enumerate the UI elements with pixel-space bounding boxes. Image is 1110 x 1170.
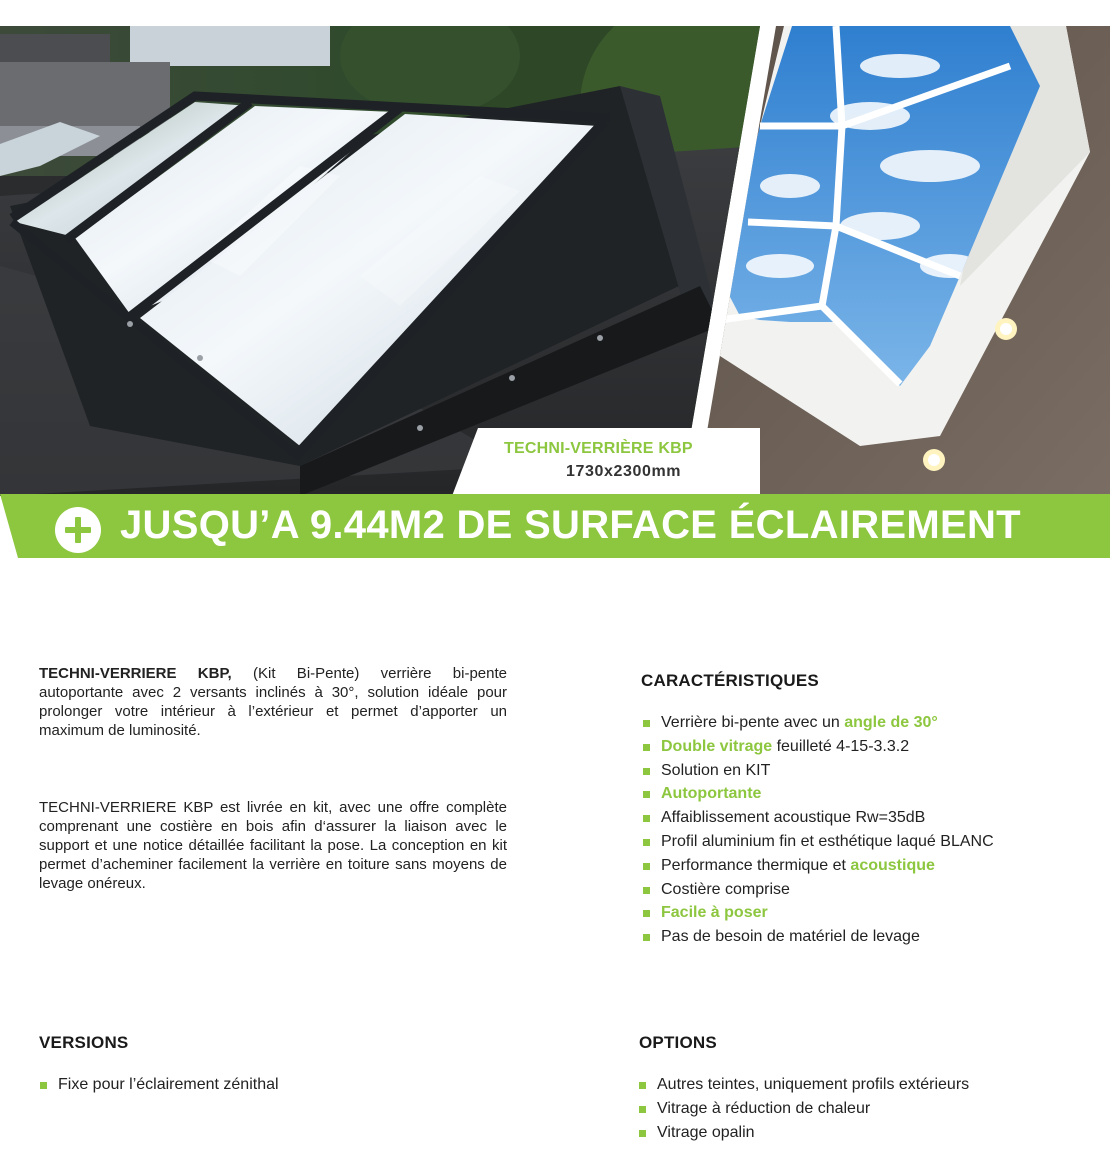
square-bullet-icon (40, 1082, 47, 1089)
product-name: TECHNI-VERRIÈRE KBP (504, 440, 693, 457)
square-bullet-icon (643, 720, 650, 727)
characteristics-list (641, 711, 994, 949)
square-bullet-icon (643, 768, 650, 775)
square-bullet-icon (639, 1082, 646, 1089)
square-bullet-icon (643, 863, 650, 870)
kit-paragraph: TECHNI-VERRIERE KBP est livrée en kit, avec une offre complète comprenant une costière en bois afin d‘assurer la liaison avec le support et une notice détaillée facilitant la pose. La conception en kit permet d’acheminer facilement la verrière en toiture sans moyens de levage onéreux. (39, 799, 507, 892)
intro-text: (Kit Bi-Pente) verrière bi-pente autoportante avec 2 versants inclinés à 30°, solution idéale pour prolonger votre intérieur à l’extérieur et permet d’apporter un maximum de luminosité. (39, 665, 507, 739)
product-label (452, 428, 760, 496)
list-item: Vitrage à réduction de chaleur (637, 1097, 969, 1121)
square-bullet-icon (639, 1130, 646, 1137)
square-bullet-icon (643, 910, 650, 917)
intro-product-name: TECHNI-VERRIERE KBP, (39, 665, 232, 682)
versions-list (38, 1073, 279, 1097)
list-item: Facile à poser (641, 901, 994, 925)
list-item: Autres teintes, uniquement profils extérieurs (637, 1073, 969, 1097)
list-item: Double vitrage feuilleté 4-15-3.3.2 (641, 735, 994, 759)
list-item: Profil aluminium fin et esthétique laqué BLANC (641, 830, 994, 854)
square-bullet-icon (643, 887, 650, 894)
options-list (637, 1073, 969, 1144)
list-item: Solution en KIT (641, 759, 994, 783)
hero-images (0, 26, 1110, 496)
list-item: Verrière bi-pente avec un angle de 30° (641, 711, 994, 735)
square-bullet-icon (643, 934, 650, 941)
list-item: Fixe pour l’éclairement zénithal (38, 1073, 279, 1097)
versions-heading: VERSIONS (39, 1033, 129, 1052)
intro-paragraph (39, 664, 507, 740)
exterior-photo (0, 26, 800, 496)
product-size: 1730x2300mm (566, 463, 682, 480)
square-bullet-icon (643, 744, 650, 751)
interior-photo (690, 26, 1110, 496)
list-item: Pas de besoin de matériel de levage (641, 925, 994, 949)
list-item: Autoportante (641, 782, 994, 806)
list-item: Costière comprise (641, 878, 994, 902)
characteristics-heading: CARACTÉRISTIQUES (641, 671, 819, 690)
list-item: Performance thermique et acoustique (641, 854, 994, 878)
square-bullet-icon (643, 791, 650, 798)
options-heading: OPTIONS (639, 1033, 717, 1052)
square-bullet-icon (639, 1106, 646, 1113)
hero-photos (0, 26, 1110, 496)
list-item: Vitrage opalin (637, 1121, 969, 1145)
square-bullet-icon (643, 839, 650, 846)
banner-title: JUSQU’A 9.44M2 DE SURFACE ÉCLAIREMENT (120, 503, 1021, 547)
plus-circle-icon (55, 507, 101, 553)
list-item: Affaiblissement acoustique Rw=35dB (641, 806, 994, 830)
square-bullet-icon (643, 815, 650, 822)
